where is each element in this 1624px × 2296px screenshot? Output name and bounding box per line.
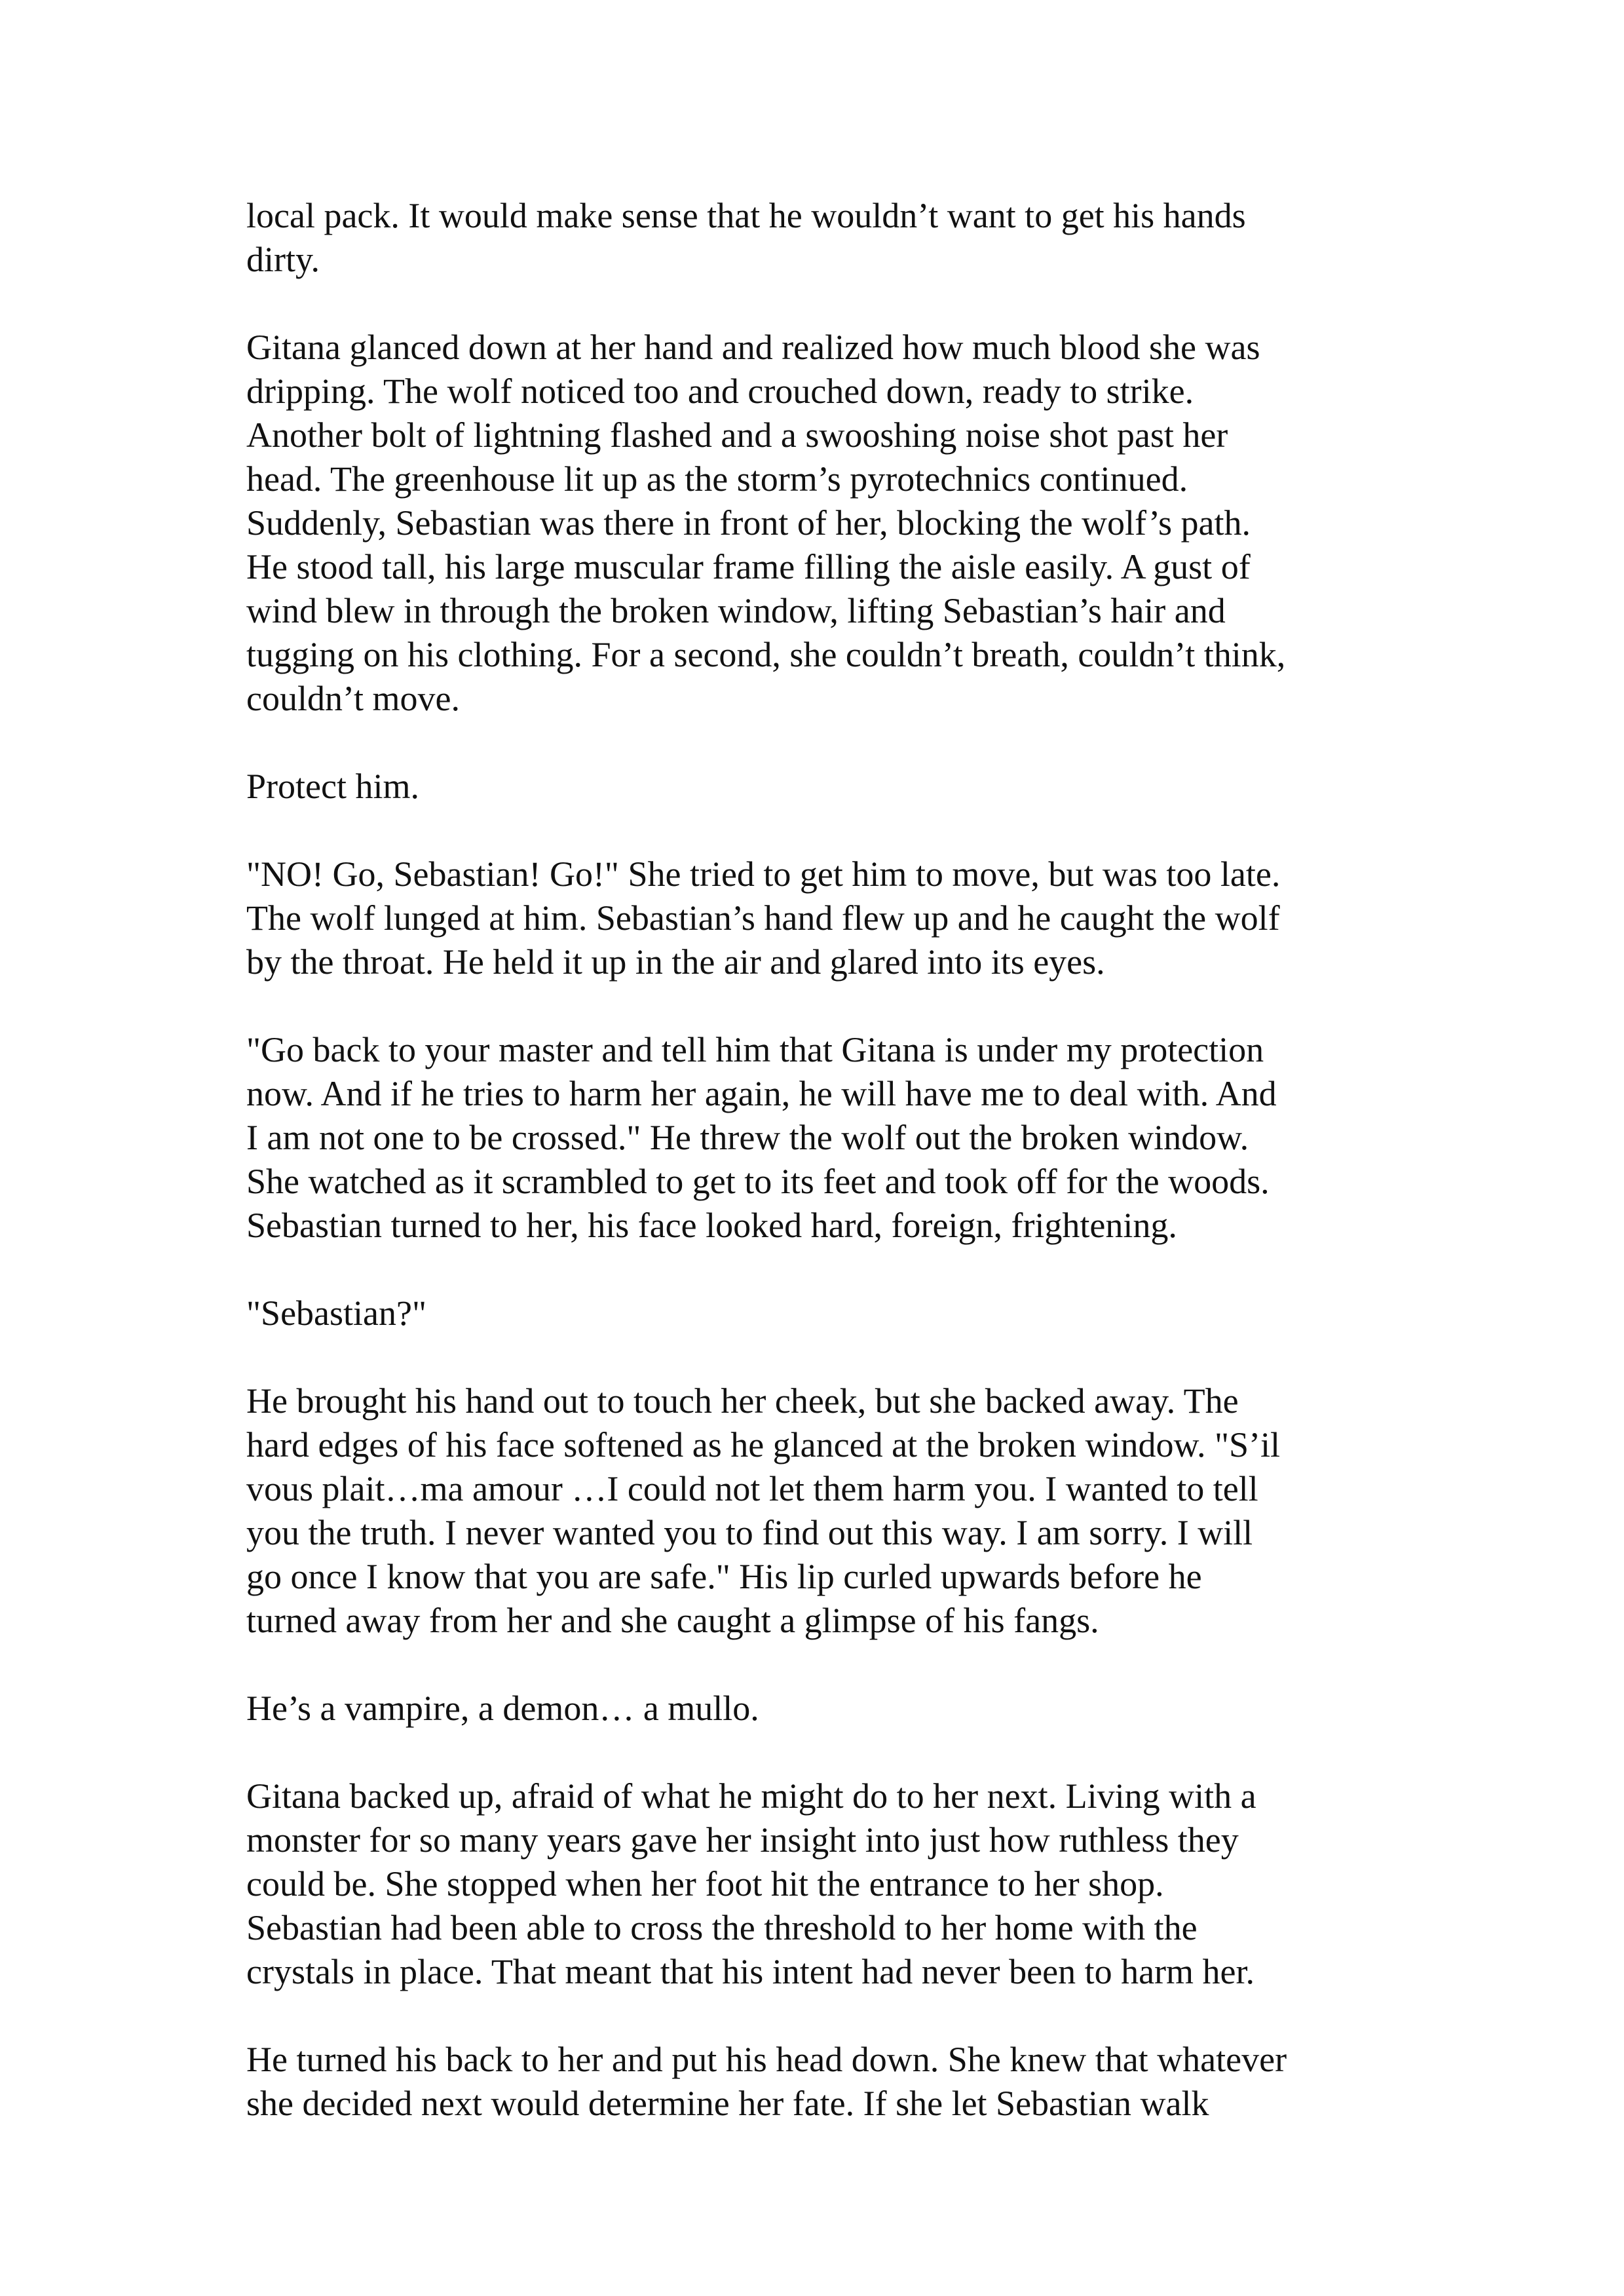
text-line: you the truth. I never wanted you to find out this way. I am sorry. I will [246, 1513, 1253, 1552]
paragraph [246, 1687, 1399, 1731]
text-line: now. And if he tries to harm her again, he will have me to deal with. And [246, 1074, 1277, 1113]
text-line: I am not one to be crossed." He threw the wolf out the broken window. [246, 1118, 1249, 1157]
text-line: "Sebastian?" [246, 1293, 427, 1333]
text-line: He’s a vampire, a demon… a mullo. [246, 1689, 759, 1728]
text-line: He stood tall, his large muscular frame filling the aisle easily. A gust of [246, 547, 1251, 586]
text-line: Sebastian had been able to cross the threshold to her home with the [246, 1908, 1198, 1947]
text-line: could be. She stopped when her foot hit the entrance to her shop. [246, 1864, 1164, 1904]
text-line: Suddenly, Sebastian was there in front of her, blocking the wolf’s path. [246, 503, 1251, 543]
text-line: He brought his hand out to touch her cheek, but she backed away. The [246, 1381, 1239, 1421]
paragraph [246, 1774, 1399, 1994]
text-line: Another bolt of lightning flashed and a swooshing noise shot past her [246, 415, 1228, 455]
text-line: go once I know that you are safe." His lip curled upwards before he [246, 1557, 1202, 1596]
text-line: couldn’t move. [246, 679, 460, 718]
text-line: turned away from her and she caught a glimpse of his fangs. [246, 1601, 1099, 1640]
text-line: hard edges of his face softened as he glanced at the broken window. "S’il [246, 1425, 1281, 1464]
text-line: He turned his back to her and put his head down. She knew that whatever [246, 2040, 1287, 2079]
paragraph [246, 326, 1399, 721]
text-line: she decided next would determine her fate. If she let Sebastian walk [246, 2084, 1209, 2123]
text-line: tugging on his clothing. For a second, she couldn’t breath, couldn’t think, [246, 635, 1286, 674]
paragraph [246, 852, 1399, 984]
text-line: Gitana backed up, afraid of what he might do to her next. Living with a [246, 1776, 1256, 1816]
text-line: "NO! Go, Sebastian! Go!" She tried to get him to move, but was too late. [246, 854, 1281, 894]
text-line: dirty. [246, 240, 320, 279]
text-line: dripping. The wolf noticed too and crouched down, ready to strike. [246, 372, 1194, 411]
paragraph [246, 1292, 1399, 1335]
paragraph [246, 2038, 1399, 2126]
text-line: monster for so many years gave her insight into just how ruthless they [246, 1820, 1239, 1860]
paragraph [246, 1028, 1399, 1248]
text-line: by the throat. He held it up in the air and glared into its eyes. [246, 942, 1105, 982]
paragraph [246, 194, 1399, 282]
text-line: Protect him. [246, 767, 419, 806]
text-line: She watched as it scrambled to get to its feet and took off for the woods. [246, 1162, 1270, 1201]
text-line: head. The greenhouse lit up as the storm’s pyrotechnics continued. [246, 459, 1188, 499]
text-line: The wolf lunged at him. Sebastian’s hand flew up and he caught the wolf [246, 898, 1280, 938]
text-line: Sebastian turned to her, his face looked hard, foreign, frightening. [246, 1206, 1177, 1245]
paragraph [246, 1379, 1399, 1643]
text-line: "Go back to your master and tell him that Gitana is under my protection [246, 1030, 1264, 1069]
text-line: crystals in place. That meant that his intent had never been to harm her. [246, 1952, 1255, 1991]
text-line: local pack. It would make sense that he wouldn’t want to get his hands [246, 196, 1246, 235]
body-text [246, 194, 1399, 2170]
text-line: wind blew in through the broken window, lifting Sebastian’s hair and [246, 591, 1226, 630]
text-line: Gitana glanced down at her hand and realized how much blood she was [246, 328, 1260, 367]
text-line: vous plait…ma amour …I could not let them harm you. I wanted to tell [246, 1469, 1258, 1508]
paragraph [246, 765, 1399, 809]
